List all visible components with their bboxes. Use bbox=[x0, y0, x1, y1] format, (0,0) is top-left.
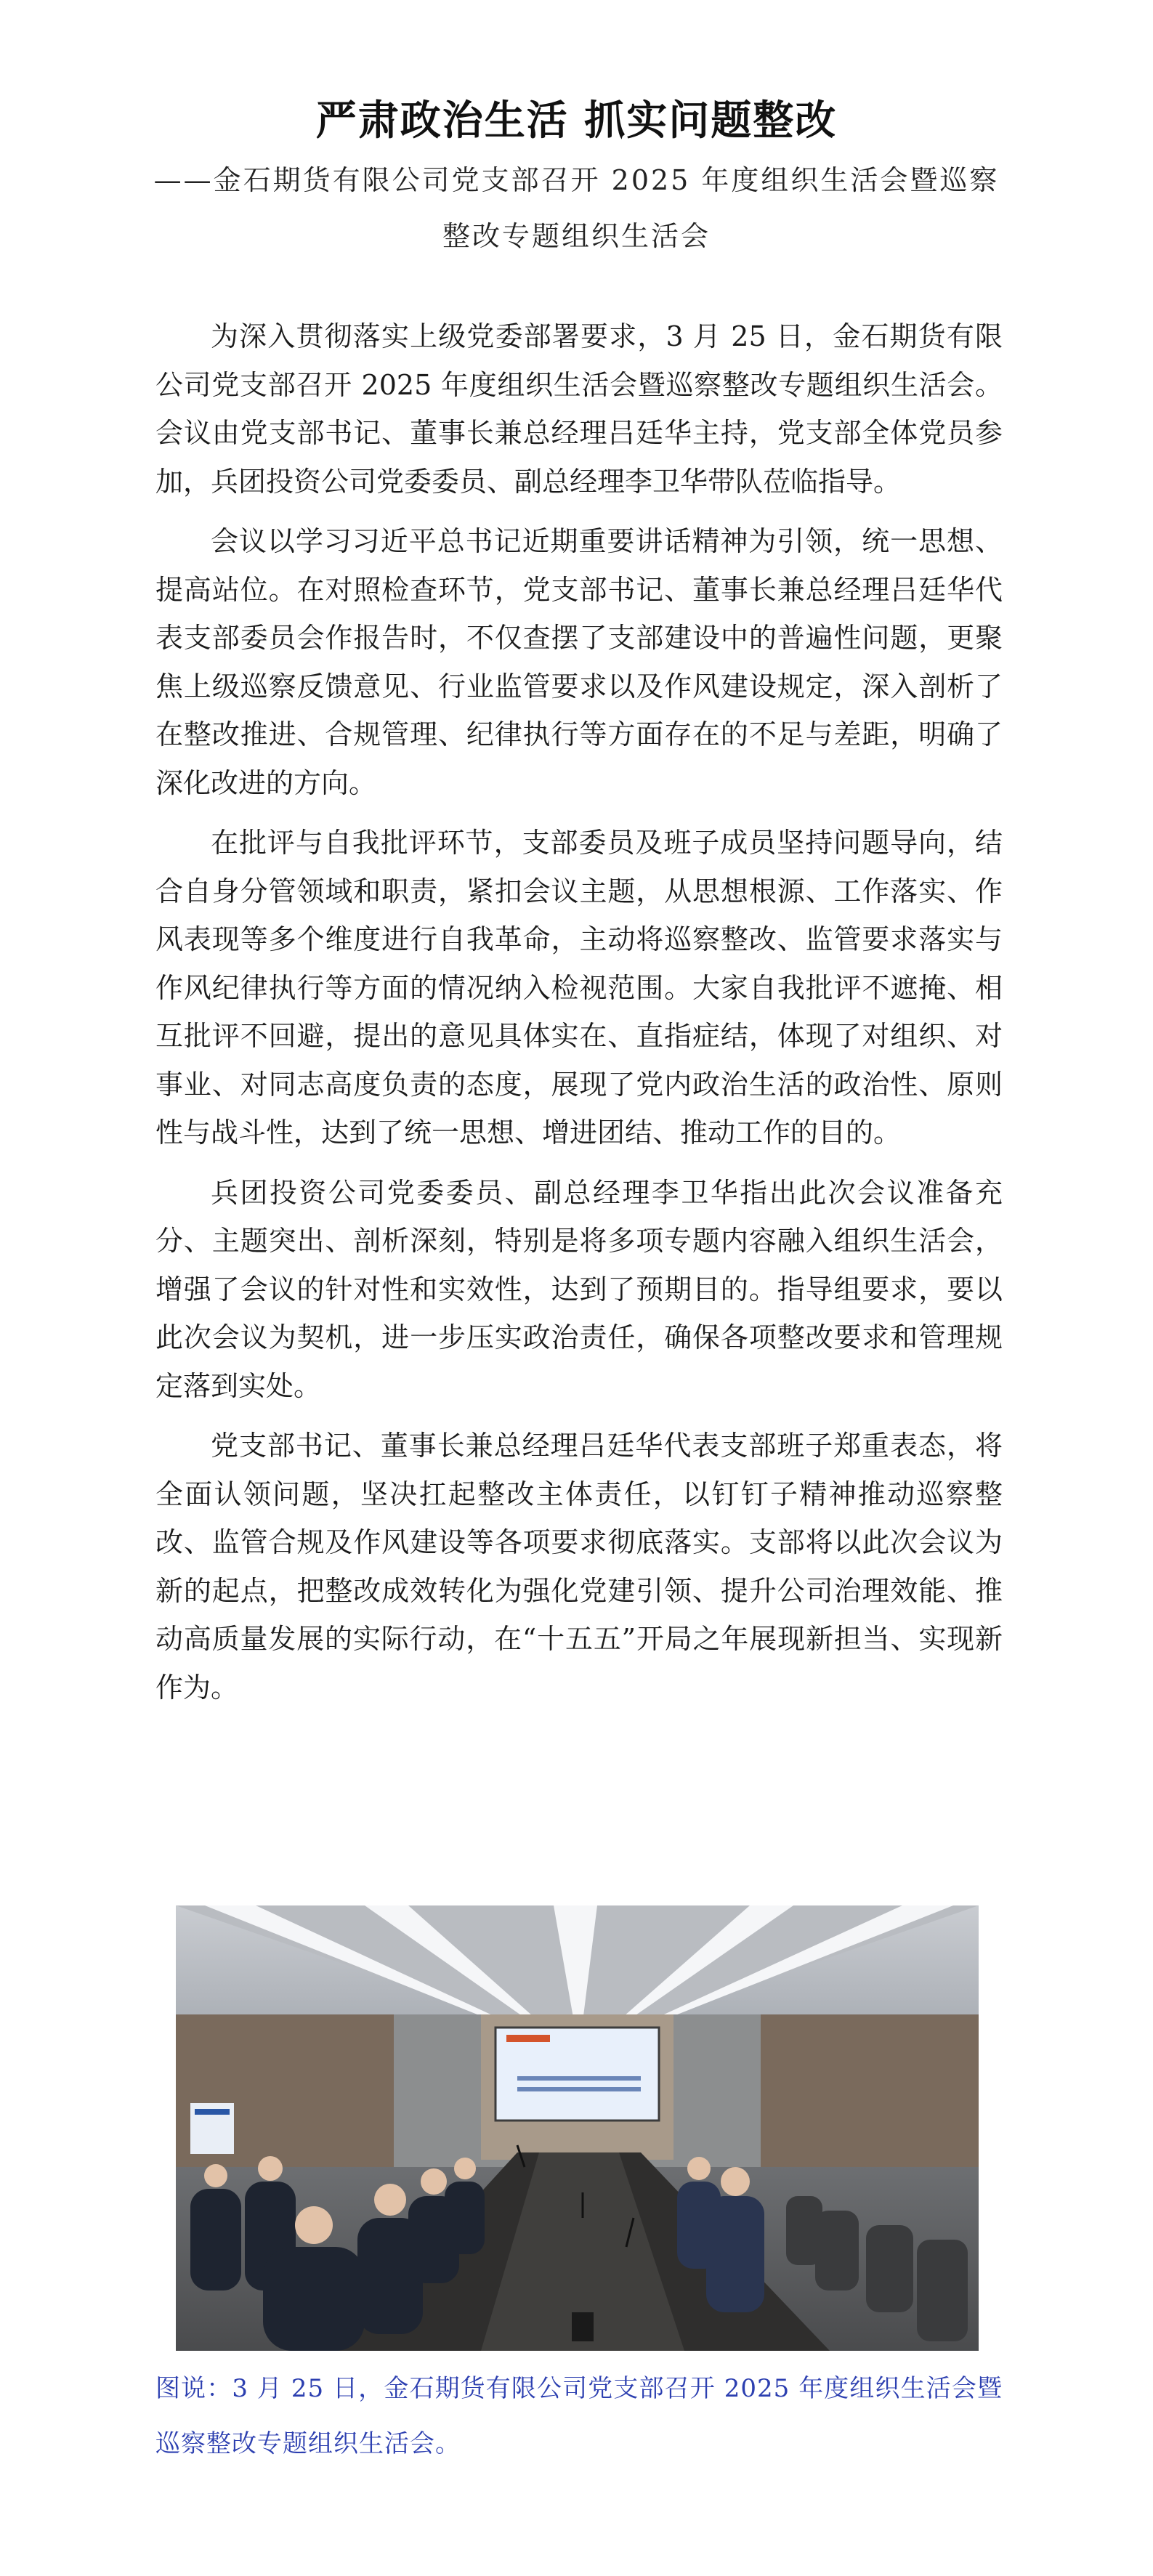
subtitle-line-2: 整改专题组织生活会 bbox=[442, 220, 711, 252]
paragraph: 在批评与自我批评环节，支部委员及班子成员坚持问题导向，结合自身分管领域和职责，紧扣会议主题，从思想根源、工作落实、作风表现等多个维度进行自我革命，主动将巡察整改、监管要求落实与作风纪律执行等方面的情况纳入检视范围。大家自我批评不遮掩、相互批评不回避，提出的意见具体实在、直指症结，体现了对组织、对事业、对同志高度负责的态度，展现了党内政治生活的政治性、原则性与战斗性，达到了统一思想、增进团结、推动工作的目的。 bbox=[155, 827, 1003, 1149]
meeting-photo bbox=[176, 1905, 979, 2351]
article-body bbox=[155, 312, 1003, 1723]
subtitle-line-1: ——金石期货有限公司党支部召开 2025 年度组织生活会暨巡察 bbox=[153, 164, 1000, 196]
paragraph: 兵团投资公司党委委员、副总经理李卫华指出此次会议准备充分、主题突出、剖析深刻，特别是将多项专题内容融入组织生活会，增强了会议的针对性和实效性，达到了预期目的。指导组要求，要以此次会议为契机，进一步压实政治责任，确保各项整改要求和管理规定落到实处。 bbox=[155, 1176, 1003, 1402]
paragraph: 会议以学习习近平总书记近期重要讲话精神为引领，统一思想、提高站位。在对照检查环节，党支部书记、董事长兼总经理吕廷华代表支部委员会作报告时，不仅查摆了支部建设中的普遍性问题，更聚焦上级巡察反馈意见、行业监管要求以及作风建设规定，深入剖析了在整改推进、合规管理、纪律执行等方面存在的不足与差距，明确了深化改进的方向。 bbox=[155, 525, 1003, 799]
paragraph: 党支部书记、董事长兼总经理吕廷华代表支部班子郑重表态，将全面认领问题，坚决扛起整改主体责任，以钉钉子精神推动巡察整改、监管合规及作风建设等各项要求彻底落实。支部将以此次会议为新的起点，把整改成效转化为强化党建引领、提升公司治理效能、推动高质量发展的实际行动，在“十五五”开局之年展现新担当、实现新作为。 bbox=[155, 1430, 1003, 1704]
page-title: 严肃政治生活 抓实问题整改 bbox=[315, 97, 838, 145]
paragraph: 为深入贯彻落实上级党委部署要求，3 月 25 日，金石期货有限公司党支部召开 2025 年度组织生活会暨巡察整改专题组织生活会。会议由党支部书记、董事长兼总经理吕廷华主持，党支部全体党员参加，兵团投资公司党委委员、副总经理李卫华带队莅临指导。 bbox=[155, 320, 1003, 498]
photo-caption: 图说：3 月 25 日，金石期货有限公司党支部召开 2025 年度组织生活会暨巡察整改专题组织生活会。 bbox=[155, 2374, 1003, 2458]
